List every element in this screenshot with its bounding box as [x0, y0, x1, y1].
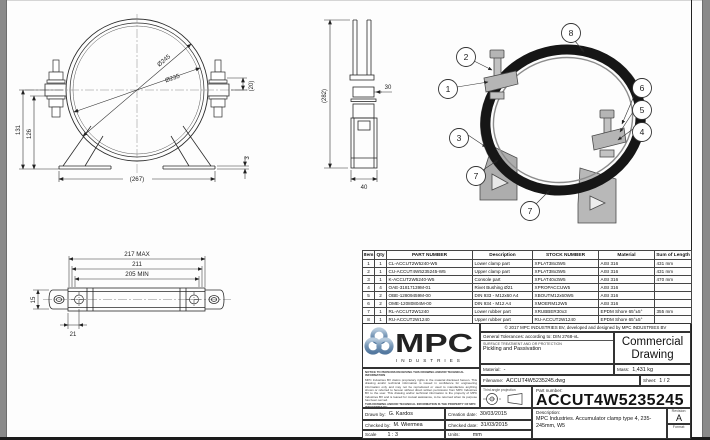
table-cell: 1: [375, 316, 387, 324]
balloon-2: [457, 48, 476, 67]
part-number-label: Part number:: [536, 388, 563, 393]
scale-label: Scale: [365, 432, 377, 437]
surface-treatment-value: Pickling and Passivation: [483, 346, 542, 352]
band-strips: [350, 20, 374, 80]
doc-type-line2: Drawing: [631, 349, 674, 361]
legal-notice: [362, 368, 480, 408]
notice-line2: THIS DRAWING AND/OR TECHNICAL INFORMATION IS THE PROPERTY OF MPC INDUSTRIES BV.: [365, 401, 476, 408]
mass-box: [614, 364, 691, 375]
table-cell: Rivet Bushing Ø21: [473, 284, 533, 292]
checked-by-value: M. Wiermea: [393, 422, 423, 428]
parts-table: [362, 250, 692, 324]
table-cell: XMOERM12W5: [533, 300, 599, 308]
dimension-label: (20): [249, 80, 255, 92]
svg-text:4: 4: [639, 127, 645, 137]
iso-bracket-right: [592, 110, 626, 157]
table-cell: XPLAT40x3W5: [533, 276, 599, 284]
window-edge-right: [702, 0, 710, 440]
format-box: [667, 424, 691, 439]
iso-view: [432, 8, 662, 243]
notice-body: MPC Industries BV claims proprietary rights in the material disclosed hereon. This drawing and/or technical information is issued in confidence for engineering information only and may not be reproduced or used to manufacture anything shown or referred to hereon without direct written permission from MPC Industries BV to the user. This drawing and/or technical information is the property of MPC Industries BV and is loaned for mutual assistance, to be returned when its purpose has been served.: [365, 377, 477, 403]
svg-text:7: 7: [473, 171, 479, 181]
table-row: [363, 308, 692, 316]
units-label: Units:: [448, 432, 460, 437]
mass-value: 1,431 kg: [632, 366, 653, 373]
column-header: STOCK NUMBER: [533, 251, 599, 260]
table-cell: OAE-31817139M-01: [387, 284, 473, 292]
checked-by-box: [362, 420, 445, 430]
table-cell: RU-ACCUT2W1240: [533, 316, 599, 324]
doc-type-box: [614, 332, 691, 364]
window-edge-left: [0, 0, 7, 440]
table-row: [363, 260, 692, 268]
dimension-label: 217 MAX: [124, 251, 150, 258]
table-cell: XPLAT38x3W5: [533, 260, 599, 268]
checked-date-label: Checked date:: [448, 422, 478, 428]
sheet-frame-line: [691, 0, 692, 437]
svg-text:3: 3: [456, 133, 462, 143]
balloon-7b: [521, 202, 540, 221]
surface-treatment-label: SURFACE TREATMENT AND OR PROTECTION: [483, 342, 562, 346]
dimension-label: 131: [16, 124, 22, 136]
units-value: mm: [472, 431, 482, 438]
table-cell: OBE-12809459M-00: [387, 292, 473, 300]
third-angle-projection-icon: [482, 392, 530, 406]
mpc-logo: [363, 324, 480, 368]
table-cell: Console part: [473, 276, 533, 284]
projection-box: [480, 386, 532, 408]
table-cell: 431 mm: [655, 260, 692, 268]
clamp-feet: [59, 126, 215, 169]
table-row: [363, 284, 692, 292]
filename-box: [480, 375, 640, 386]
drawn-by-box: [362, 408, 445, 420]
column-header: Qty: [376, 252, 385, 258]
table-cell: 3: [363, 276, 375, 284]
table-cell: EPDM Shore 65°±5°: [599, 308, 655, 316]
doc-type-line1: Commercial: [621, 336, 684, 348]
table-cell: AISI 316: [599, 300, 655, 308]
front-view: [15, 8, 265, 238]
table-cell: 470 mm: [655, 276, 692, 284]
logo-box: [362, 323, 480, 368]
table-cell: DIN 934 - M12 A4: [473, 300, 533, 308]
description-label: Description:: [536, 410, 561, 415]
creation-date-box: [445, 408, 532, 420]
dimension-label: 126: [27, 128, 33, 140]
table-cell: AISI 316: [599, 268, 655, 276]
drawn-by-value: G. Kardos: [388, 411, 413, 417]
table-cell: 1: [375, 276, 387, 284]
table-cell: DIN 933 - M12x60 A4: [473, 292, 533, 300]
dimension-label: 40: [360, 185, 368, 191]
revision-label: Revision:: [671, 409, 687, 413]
logo-subtext: INDUSTRIES: [396, 358, 464, 363]
checked-date-box: [445, 420, 532, 430]
balloon-4: [633, 123, 652, 142]
table-cell: RU-ACCUT2W1240: [387, 316, 473, 324]
table-cell: 6: [363, 300, 375, 308]
format-label: Format:: [672, 425, 686, 429]
bottom-view: [15, 243, 260, 353]
dimension-label: Ø245: [155, 53, 173, 69]
table-cell: [655, 300, 692, 308]
window-edge-top: [0, 0, 710, 1]
general-tolerances: General Tolerances: according to: DIN 2768-vL: [481, 333, 613, 341]
checked-date-value: 31/03/2015: [480, 422, 508, 428]
table-cell: XRUBBER30x3: [533, 308, 599, 316]
table-cell: OME-12080804M-00: [387, 300, 473, 308]
dimension-label: 21: [69, 332, 77, 338]
balloon-8: [562, 24, 581, 43]
revision-value: A: [675, 413, 682, 423]
balloon-5: [633, 101, 652, 120]
table-row: [363, 268, 692, 276]
table-header-row: [363, 251, 692, 260]
table-row: [363, 300, 692, 308]
table-cell: 431 mm: [655, 268, 692, 276]
dim-offset-20: [227, 78, 247, 90]
svg-text:5: 5: [639, 105, 645, 115]
table-cell: [655, 284, 692, 292]
table-cell: Lower rubber part: [473, 308, 533, 316]
table-cell: Upper clamp part: [473, 268, 533, 276]
units-box: [445, 430, 532, 439]
table-cell: AISI 316: [599, 260, 655, 268]
table-cell: 2: [363, 268, 375, 276]
dimension-label: 15: [31, 296, 37, 304]
table-cell: 8: [363, 316, 375, 324]
svg-text:6: 6: [639, 83, 645, 93]
part-number-box: [532, 386, 691, 408]
table-cell: CU-ACCUT4W5235245-W5: [387, 268, 473, 276]
material-value: -: [503, 366, 506, 373]
revision-box: [667, 408, 691, 424]
copyright-line: © 2017 MPC INDUSTRIES BV, developed and designed by MPC INDUSTRIES BV: [480, 323, 691, 332]
description-box: [532, 408, 667, 439]
material-box: [480, 364, 614, 375]
column-header: Item: [363, 252, 374, 258]
center-lines: [25, 14, 249, 174]
mass-label: Mass:: [617, 367, 630, 372]
dimension-label: Ø235: [164, 72, 181, 85]
column-header: Sum of Length: [656, 252, 690, 258]
logo-text: MPC: [395, 328, 474, 358]
sheet-value: 1 / 2: [659, 377, 670, 384]
table-cell: 355 mm: [655, 308, 692, 316]
sheet-box: [640, 375, 691, 386]
column-header: Description: [473, 251, 533, 260]
dimension-label: (267): [129, 176, 145, 183]
svg-text:8: 8: [568, 28, 574, 38]
table-cell: 4: [375, 284, 387, 292]
table-cell: 1: [363, 260, 375, 268]
description-value: MPC Industries. Accumulator clamp type 4, 235-245mm, W5: [536, 416, 652, 429]
column-header: PART NUMBER: [387, 251, 473, 260]
svg-text:2: 2: [463, 52, 469, 62]
creation-date-value: 30/03/2015: [479, 411, 507, 417]
title-block: [362, 250, 691, 437]
checked-by-label: Checked by:: [365, 422, 391, 428]
drawn-by-label: Drawn by:: [365, 411, 386, 417]
balloon-7: [467, 167, 486, 186]
scale-value: 1 : 3: [387, 431, 398, 438]
table-cell: XBOUTM12x60W5: [533, 292, 599, 300]
table-cell: 7: [363, 308, 375, 316]
table-cell: XPLAT38x3W5: [533, 268, 599, 276]
table-cell: AISI 316: [599, 292, 655, 300]
logo-knot-icon: [367, 330, 392, 353]
table-cell: 4: [363, 284, 375, 292]
material-label: Material:: [483, 367, 501, 372]
side-view: [300, 8, 435, 223]
table-cell: 1: [375, 260, 387, 268]
notice-title: NOTICE TO PERSONS RECEIVING THIS DRAWING AND/OR TECHNICAL INFORMATION: [365, 369, 465, 377]
table-row: [363, 292, 692, 300]
console-section: [351, 104, 377, 168]
table-cell: Lower clamp part: [473, 260, 533, 268]
table-cell: K-ACCUT2W5240-W5: [387, 276, 473, 284]
dimension-label: 205 MIN: [125, 271, 149, 278]
table-cell: AISI 316: [599, 276, 655, 284]
table-cell: Upper rubber part: [473, 316, 533, 324]
svg-text:1: 1: [445, 84, 451, 94]
table-cell: AISI 316: [599, 284, 655, 292]
table-row: [363, 276, 692, 284]
filename-label: Filename:: [483, 378, 504, 383]
table-cell: 5: [363, 292, 375, 300]
part-number-value: ACCUT4W5235245: [536, 392, 684, 408]
tolerances-box: [480, 332, 614, 364]
table-cell: 1: [375, 308, 387, 316]
table-cell: RL-ACCUT2W1240: [387, 308, 473, 316]
nut-washer-stack: [351, 87, 376, 102]
table-cell: [655, 292, 692, 300]
column-header: Material: [599, 251, 655, 260]
projection-label: Third angle projection: [483, 388, 516, 392]
scale-box: [362, 430, 445, 439]
dimension-label: 3: [245, 156, 251, 160]
balloon-6: [633, 79, 652, 98]
table-cell: 1: [375, 268, 387, 276]
table-cell: CL-ACCUT2W5240-W5: [387, 260, 473, 268]
balloon-3: [450, 129, 469, 148]
bolt-assembly-left: [47, 60, 65, 117]
dimension-label: 30: [384, 85, 392, 91]
table-cell: EPDM Shore 65°±5°: [599, 316, 655, 324]
dimension-label: (282): [322, 88, 328, 104]
dim-console-40: [351, 170, 377, 182]
table-cell: 2: [375, 300, 387, 308]
sheet-label: Sheet:: [643, 378, 657, 383]
dim-hole-offset: [60, 309, 87, 329]
table-cell: XPROPACCUW5: [533, 284, 599, 292]
table-cell: 2: [375, 292, 387, 300]
filename-value: ACCUT4W5235245.dwg: [506, 377, 566, 384]
bolt-assembly-right: [209, 60, 227, 117]
creation-date-label: Creation date:: [448, 411, 477, 417]
svg-text:7: 7: [527, 206, 533, 216]
dimension-label: 211: [132, 261, 142, 268]
balloon-1: [439, 80, 458, 99]
